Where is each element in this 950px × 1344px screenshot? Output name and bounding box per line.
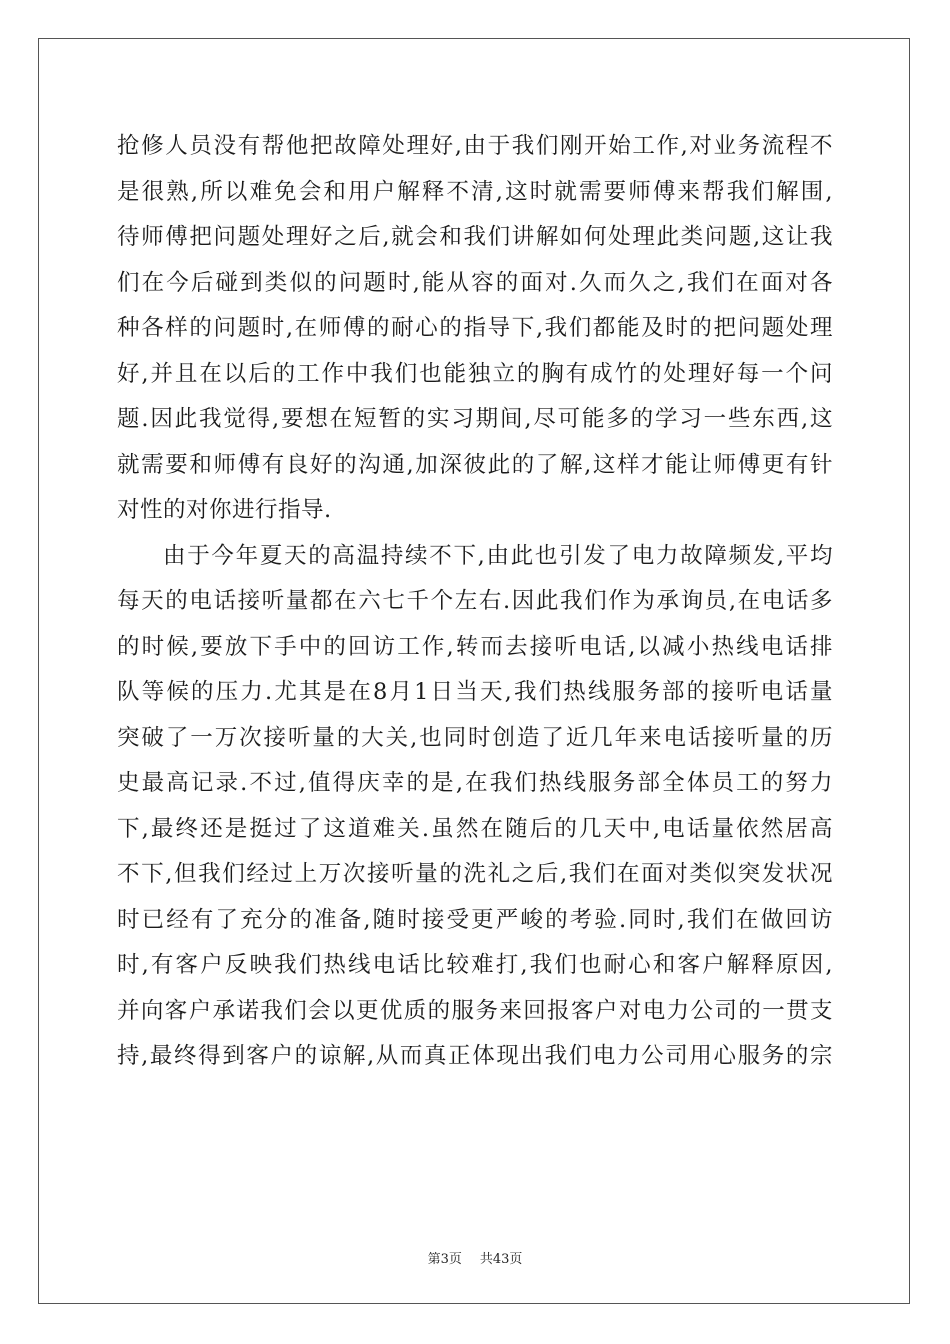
text-line: 对性的对你进行指导. [117,497,332,523]
text-line: 们在今后碰到类似的问题时,能从容的面对.久而久之,我们在面对各 [117,269,833,296]
text-line: 题.因此我觉得,要想在短暂的实习期间,尽可能多的学习一些东西,这 [117,406,833,432]
text-line: 好,并且在以后的工作中我们也能独立的胸有成竹的处理好每一个问 [117,360,833,387]
text-line: 的时候,要放下手中的回访工作,转而去接听电话,以减小热线电话排 [117,633,833,660]
text-line: 就需要和师傅有良好的沟通,加深彼此的了解,这样才能让师傅更有针 [117,451,833,478]
text-line: 抢修人员没有帮他把故障处理好,由于我们刚开始工作,对业务流程不 [117,133,833,159]
page-number: 第3页 [427,1252,462,1267]
text-line: 并向客户承诺我们会以更优质的服务来回报客户对电力公司的一贯支 [117,997,833,1024]
text-line: 每天的电话接听量都在六七千个左右.因此我们作为承询员,在电话多 [117,588,833,614]
text-line: 不下,但我们经过上万次接听量的洗礼之后,我们在面对类似突发状况 [117,861,833,887]
text-line: 突破了一万次接听量的大关,也同时创造了近几年来电话接听量的历 [117,724,833,751]
text-line: 队等候的压力.尤其是在8月1日当天,我们热线服务部的接听电话量 [117,679,833,705]
text-line: 史最高记录.不过,值得庆幸的是,在我们热线服务部全体员工的努力 [117,770,833,796]
paragraph [117,124,833,534]
text-line: 由于今年夏天的高温持续不下,由此也引发了电力故障频发,平均 [163,542,833,569]
text-line: 时,有客户反映我们热线电话比较难打,我们也耐心和客户解释原因, [117,952,833,978]
total-pages: 共43页 [479,1252,523,1267]
text-line: 时已经有了充分的准备,随时接受更严峻的考验.同时,我们在做回访 [117,906,833,933]
text-line: 待师傅把问题处理好之后,就会和我们讲解如何处理此类问题,这让我 [117,224,833,250]
text-line: 下,最终还是挺过了这道难关.虽然在随后的几天中,电话量依然居高 [117,815,833,842]
text-line: 是很熟,所以难免会和用户解释不清,这时就需要师傅来帮我们解围, [117,178,833,205]
document-body [117,124,833,1080]
text-line: 持,最终得到客户的谅解,从而真正体现出我们电力公司用心服务的宗 [117,1043,833,1069]
page-footer [0,1248,950,1267]
paragraph [117,534,833,1080]
text-line: 种各样的问题时,在师傅的耐心的指导下,我们都能及时的把问题处理 [117,315,833,341]
